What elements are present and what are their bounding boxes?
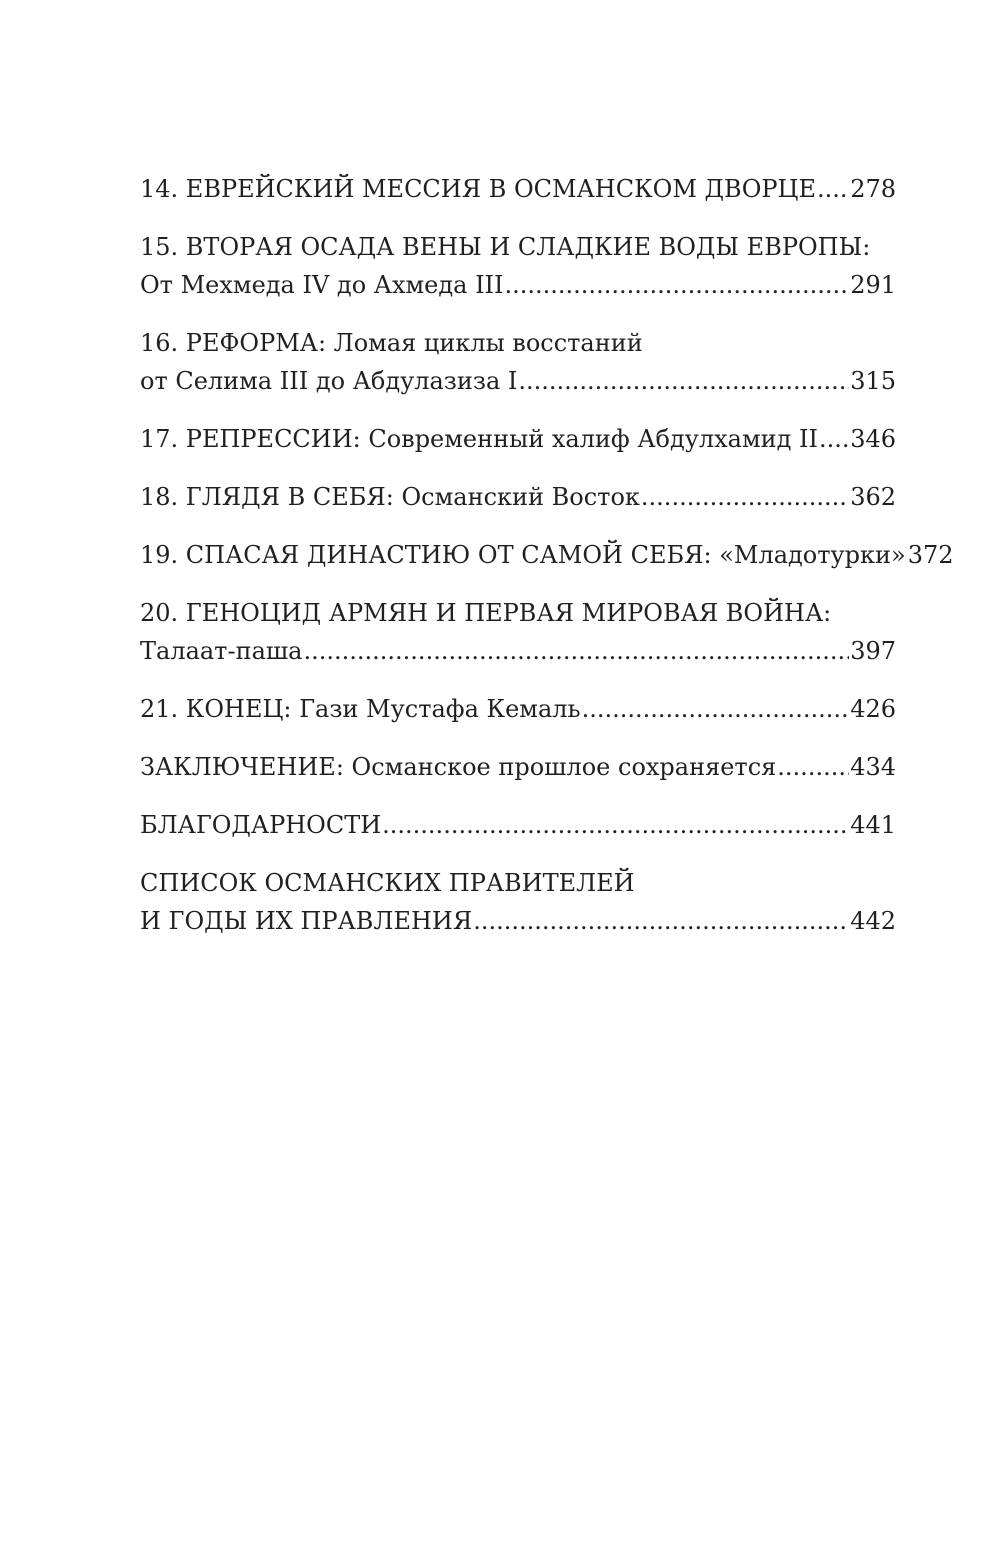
dot-leader	[777, 748, 849, 786]
toc-page-number: 442	[850, 907, 896, 935]
toc-entry-title: 19. СПАСАЯ ДИНАСТИЮ ОТ САМОЙ СЕБЯ: «Младотурки»	[140, 541, 906, 569]
dot-leader	[819, 420, 849, 458]
toc-entry-title: 20. ГЕНОЦИД АРМЯН И ПЕРВАЯ МИРОВАЯ ВОЙНА:	[140, 599, 832, 627]
toc-entry[interactable]	[140, 594, 896, 670]
toc-entry-subtitle: И ГОДЫ ИХ ПРАВЛЕНИЯ	[140, 907, 473, 935]
toc-entry[interactable]	[140, 420, 896, 458]
toc-entry[interactable]	[140, 536, 954, 574]
toc-entry-title: 18. ГЛЯДЯ В СЕБЯ: Османский Восток	[140, 483, 640, 511]
toc-entry-title: 21. КОНЕЦ: Гази Мустафа Кемаль	[140, 695, 581, 723]
dot-leader	[505, 266, 850, 304]
toc-entry-subtitle: От Мехмеда IV до Ахмеда III	[140, 271, 504, 299]
toc-page-number: 426	[850, 695, 896, 723]
toc-entry-title: БЛАГОДАРНОСТИ	[140, 811, 382, 839]
toc-page-number: 346	[850, 425, 896, 453]
toc-entry[interactable]	[140, 748, 896, 786]
dot-leader	[473, 902, 849, 940]
toc-entry-title: СПИСОК ОСМАНСКИХ ПРАВИТЕЛЕЙ	[140, 869, 635, 897]
dot-leader	[382, 806, 849, 844]
dot-leader	[582, 690, 850, 728]
toc-entry[interactable]	[140, 170, 896, 208]
toc-entry[interactable]	[140, 228, 896, 304]
toc-entry-title: 16. РЕФОРМА: Ломая циклы восстаний	[140, 329, 643, 357]
toc-entry-title: 14. ЕВРЕЙСКИЙ МЕССИЯ В ОСМАНСКОМ ДВОРЦЕ	[140, 175, 816, 203]
toc-entry[interactable]	[140, 324, 896, 400]
toc-entry[interactable]	[140, 864, 896, 940]
toc-page-number: 362	[850, 483, 896, 511]
toc-page-number: 278	[850, 175, 896, 203]
toc-entry-subtitle: от Селима III до Абдулазиза I	[140, 367, 518, 395]
dot-leader	[817, 170, 849, 208]
toc-entry[interactable]	[140, 478, 896, 516]
dot-leader	[641, 478, 849, 516]
toc-page-number: 441	[850, 811, 896, 839]
toc-page-number: 397	[850, 637, 896, 665]
toc-page-number: 291	[850, 271, 896, 299]
dot-leader	[304, 632, 850, 670]
toc-entry-title: 15. ВТОРАЯ ОСАДА ВЕНЫ И СЛАДКИЕ ВОДЫ ЕВРОПЫ:	[140, 233, 871, 261]
dot-leader	[518, 362, 849, 400]
toc-page-number: 372	[907, 541, 954, 569]
toc-entry-title: 17. РЕПРЕССИИ: Современный халиф Абдулхамид II	[140, 425, 818, 453]
toc-entry-title: ЗАКЛЮЧЕНИЕ: Османское прошлое сохраняется	[140, 753, 777, 781]
toc-entry[interactable]	[140, 806, 896, 844]
table-of-contents	[140, 170, 954, 960]
toc-page-number: 315	[850, 367, 896, 395]
toc-page-number: 434	[850, 753, 896, 781]
toc-entry-subtitle: Талаат-паша	[140, 637, 303, 665]
toc-entry[interactable]	[140, 690, 896, 728]
